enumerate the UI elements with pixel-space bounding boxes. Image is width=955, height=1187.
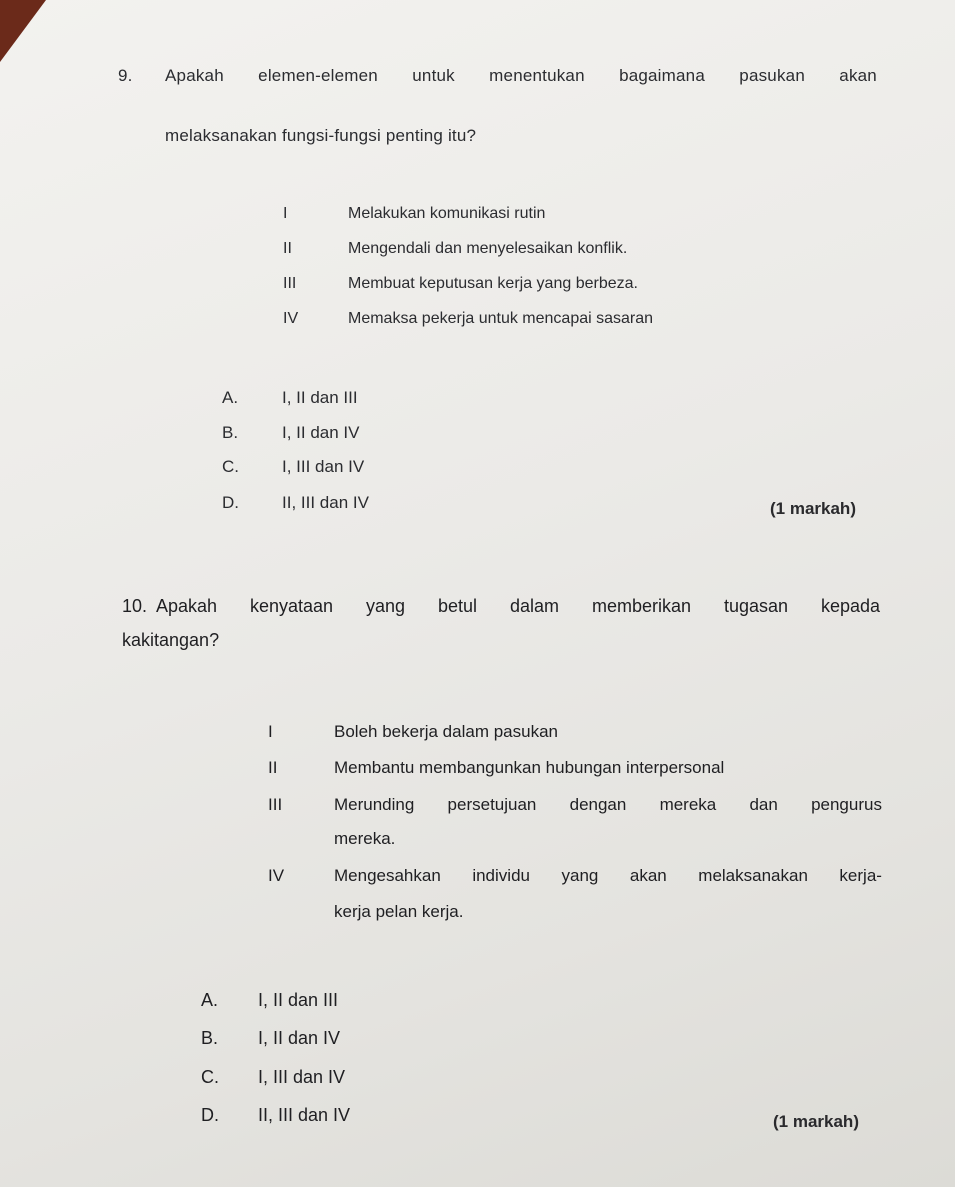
word: Apakah bbox=[156, 596, 218, 616]
option-text: II, III dan IV bbox=[282, 493, 369, 512]
word: pasukan bbox=[739, 66, 805, 85]
statement-number: I bbox=[283, 205, 288, 222]
word: Mengesahkan bbox=[334, 866, 441, 885]
option-letter: C. bbox=[222, 457, 239, 476]
option-letter: D. bbox=[222, 493, 239, 512]
question-stem-line1 bbox=[165, 66, 877, 86]
option-text: I, II dan IV bbox=[282, 423, 360, 442]
option-text: II, III dan IV bbox=[258, 1105, 351, 1125]
option-text: I, III dan IV bbox=[282, 457, 365, 476]
statement-text: Mengendali dan menyelesaikan konflik. bbox=[348, 240, 628, 257]
statement-number: III bbox=[283, 275, 297, 292]
statement-text-continued: mereka. bbox=[334, 829, 396, 848]
word: yang bbox=[561, 866, 599, 885]
word: individu bbox=[472, 866, 530, 885]
statement-number: IV bbox=[283, 310, 299, 327]
word: dan bbox=[749, 795, 778, 814]
option-letter: A. bbox=[222, 388, 239, 407]
statement-text: Memaksa pekerja untuk mencapai sasaran bbox=[348, 310, 654, 327]
statement-text: Boleh bekerja dalam pasukan bbox=[334, 722, 558, 741]
statement-text: Melakukan komunikasi rutin bbox=[348, 205, 546, 222]
word: Apakah bbox=[165, 66, 224, 85]
word: akan bbox=[629, 866, 667, 885]
statement-text-continued: kerja pelan kerja. bbox=[334, 902, 464, 921]
word: pengurus bbox=[811, 795, 882, 814]
question-stem-line2: melaksanakan fungsi-fungsi penting itu? bbox=[165, 126, 477, 145]
option-text: I, II dan IV bbox=[258, 1028, 341, 1048]
statement-number: III bbox=[268, 795, 283, 814]
word: untuk bbox=[412, 66, 455, 85]
question-stem-line2: kakitangan? bbox=[122, 630, 220, 650]
statement-number: I bbox=[268, 722, 273, 741]
option-letter: B. bbox=[222, 423, 239, 442]
statement-text: Membantu membangunkan hubungan interpersonal bbox=[334, 758, 725, 777]
option-letter: B. bbox=[201, 1028, 219, 1048]
option-text: I, II dan III bbox=[258, 990, 339, 1010]
option-letter: A. bbox=[201, 990, 219, 1010]
word: persetujuan bbox=[447, 795, 537, 814]
option-text: I, II dan III bbox=[282, 388, 358, 407]
marks-label: (1 markah) bbox=[770, 499, 856, 518]
statement-text: Membuat keputusan kerja yang berbeza. bbox=[348, 275, 638, 292]
option-letter: D. bbox=[201, 1105, 219, 1125]
word: memberikan bbox=[591, 596, 691, 616]
word: mereka bbox=[659, 795, 717, 814]
question-stem-line1 bbox=[156, 596, 880, 617]
option-letter: C. bbox=[201, 1067, 219, 1087]
word: kepada bbox=[820, 596, 880, 616]
statement-text bbox=[334, 795, 882, 815]
word: dalam bbox=[509, 596, 560, 616]
background-corner bbox=[0, 0, 46, 62]
marks-label: (1 markah) bbox=[773, 1112, 859, 1131]
word: Merunding bbox=[334, 795, 415, 814]
statement-number: IV bbox=[268, 866, 285, 885]
option-text: I, III dan IV bbox=[258, 1067, 346, 1087]
word: tugasan bbox=[723, 596, 788, 616]
word: dengan bbox=[569, 795, 627, 814]
word: yang bbox=[366, 596, 406, 616]
statement-text bbox=[334, 866, 882, 886]
word: akan bbox=[839, 66, 877, 85]
word: betul bbox=[438, 596, 478, 616]
word: menentukan bbox=[489, 66, 585, 85]
word: kenyataan bbox=[250, 596, 334, 616]
question-number: 9. bbox=[118, 66, 133, 85]
word: kerja- bbox=[839, 866, 882, 885]
question-number: 10. bbox=[122, 596, 148, 616]
statement-number: II bbox=[268, 758, 278, 777]
word: melaksanakan bbox=[698, 866, 808, 885]
word: elemen-elemen bbox=[258, 66, 378, 85]
word: bagaimana bbox=[619, 66, 705, 85]
statement-number: II bbox=[283, 240, 292, 257]
